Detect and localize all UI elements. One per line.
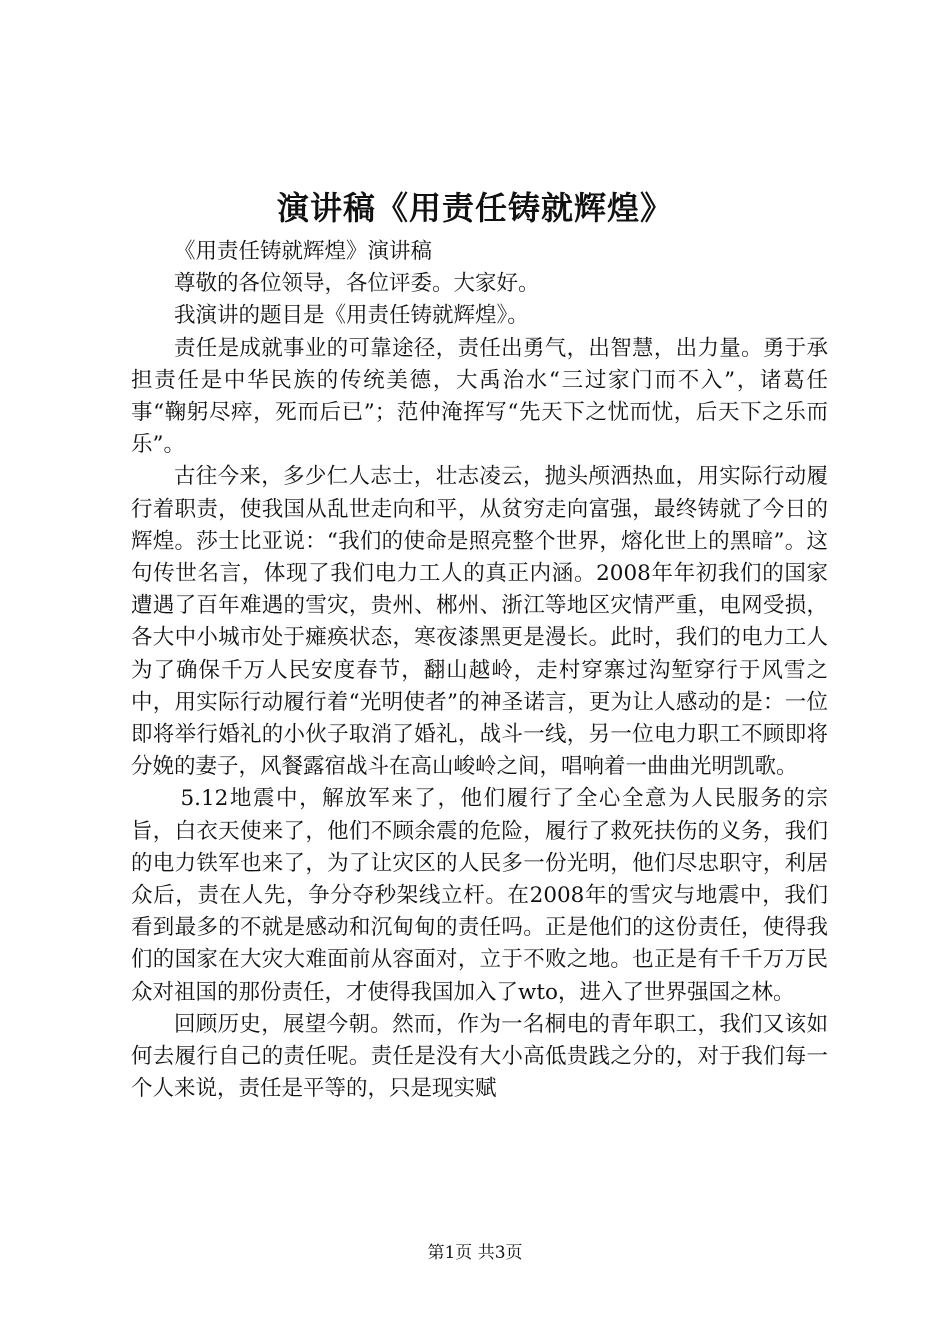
- page-footer: 第1页 共3页: [427, 1243, 523, 1263]
- document-body: [131, 236, 828, 1105]
- document-title: 演讲稿《用责任铸就辉煌》: [276, 189, 673, 227]
- paragraph-body: 5.12地震中，解放军来了，他们履行了全心全意为人民服务的宗旨，白衣天使来了，他们不顾余震的危险，履行了救死扶伤的义务，我们的电力铁军也来了，为了让灾区的人民多一份光明，他们尽忠职守，利居众后，责在人先，争分夺秒架线立杆。在2008年的雪灾与地震中，我们看到最多的不就是感动和沉甸甸的责任吗。正是他们的这份责任，使得我们的国家在大灾大难面前从容面对，立于不败之地。也正是有千千万万民众对祖国的那份责任，才使得我国加入了wto，进入了世界强国之林。: [131, 786, 828, 1005]
- paragraph-topic: 我演讲的题目是《用责任铸就辉煌》。: [174, 303, 529, 329]
- paragraph-greeting: 尊敬的各位领导，各位评委。大家好。: [174, 271, 540, 297]
- paragraph-subtitle: 《用责任铸就辉煌》演讲稿: [174, 239, 433, 264]
- paragraph-body: 责任是成就事业的可靠途径，责任出勇气，出智慧，出力量。勇于承担责任是中华民族的传统美德，大禹治水“三过家门而不入”，诸葛任事“鞠躬尽瘁，死而后已”；范仲淹挥写“先天下之忧而忧，后天下之乐而乐”。: [131, 335, 828, 458]
- paragraph-body: 回顾历史，展望今朝。然而，作为一名桐电的青年职工，我们又该如何去履行自己的责任呢。责任是没有大小高低贵践之分的，对于我们每一个人来说，责任是平等的，只是现实赋: [131, 1011, 828, 1102]
- paragraph-body: 古往今来，多少仁人志士，壮志凌云，抛头颅洒热血，用实际行动履行着职责，使我国从乱世走向和平，从贫穷走向富强，最终铸就了今日的辉煌。莎士比亚说：“我们的使命是照亮整个世界，熔化世上的黑暗”。这句传世名言，体现了我们电力工人的真正内涵。2008年年初我们的国家遭遇了百年难遇的雪灾，贵州、郴州、浙江等地区灾情严重，电网受损，各大中小城市处于瘫痪状态，寒夜漆黑更是漫长。此时，我们的电力工人为了确保千万人民安度春节，翻山越岭，走村穿寨过沟堑穿行于风雪之中，用实际行动履行着“光明使者”的神圣诺言，更为让人感动的是：一位即将举行婚礼的小伙子取消了婚礼，战斗一线，另一位电力职工不顾即将分娩的妻子，风餐露宿战斗在高山峻岭之间，唱响着一曲曲光明凯歌。: [131, 464, 828, 780]
